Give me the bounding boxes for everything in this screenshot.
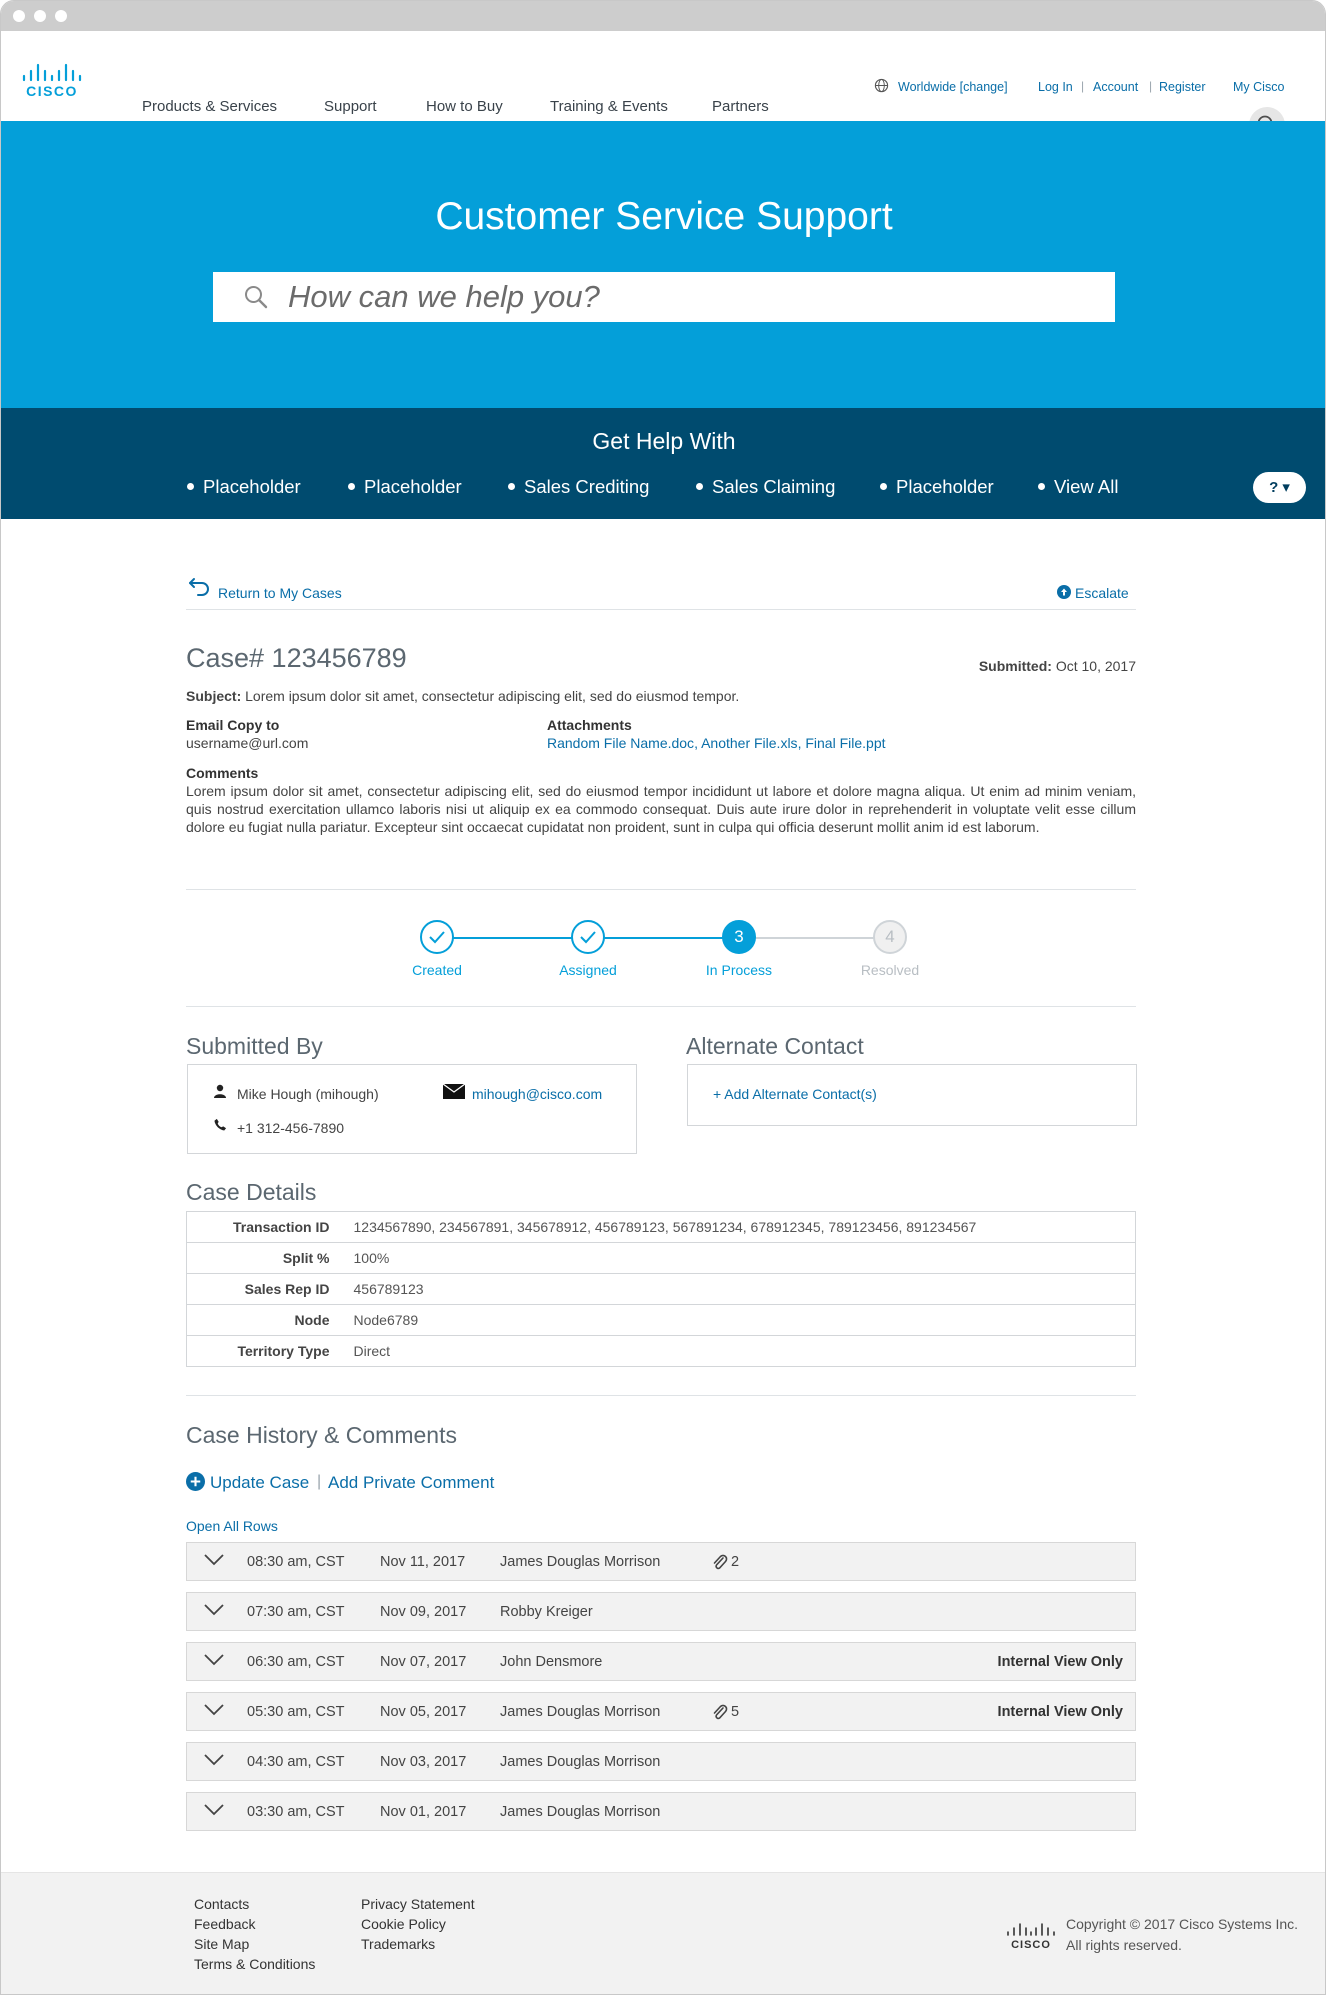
chevron-down-icon[interactable] <box>203 1752 225 1766</box>
step-resolved-circle: 4 <box>873 920 907 954</box>
detail-value: Node6789 <box>342 1305 1136 1336</box>
cisco-footer-logo <box>1006 1919 1056 1951</box>
search-icon <box>243 284 269 310</box>
history-author: James Douglas Morrison <box>500 1704 661 1720</box>
open-all-rows-link[interactable]: Open All Rows <box>186 1518 278 1534</box>
nav-support[interactable]: Support <box>324 98 377 115</box>
history-author: James Douglas Morrison <box>500 1754 661 1770</box>
history-time: 03:30 am, CST <box>247 1804 345 1820</box>
subject-value: Lorem ipsum dolor sit amet, consectetur adipiscing elit, sed do eiusmod tempor. <box>245 688 740 704</box>
chevron-down-icon[interactable] <box>203 1652 225 1666</box>
separator: | <box>317 1473 322 1490</box>
history-time: 07:30 am, CST <box>247 1604 345 1620</box>
table-row <box>187 1305 1136 1336</box>
register-link[interactable]: Register <box>1159 80 1206 94</box>
progress-line <box>588 937 733 939</box>
window-dot <box>55 10 67 22</box>
help-item-view-all[interactable]: View All <box>1038 476 1118 498</box>
plus-circle-icon <box>186 1472 205 1491</box>
attachment-separator: , <box>694 735 702 751</box>
history-row[interactable] <box>186 1792 1136 1831</box>
detail-value: 1234567890, 234567891, 345678912, 456789123, 567891234, 678912345, 789123456, 891234567 <box>342 1212 1136 1243</box>
chevron-down-icon[interactable] <box>203 1602 225 1616</box>
footer-terms-link[interactable]: Terms & Conditions <box>194 1956 316 1972</box>
history-date: Nov 03, 2017 <box>380 1754 467 1770</box>
history-date: Nov 09, 2017 <box>380 1604 467 1620</box>
globe-icon <box>874 78 889 93</box>
submitted-value: Oct 10, 2017 <box>1055 658 1136 674</box>
history-author: Robby Kreiger <box>500 1604 593 1620</box>
comments-text: Lorem ipsum dolor sit amet, consectetur adipiscing elit, sed do eiusmod tempor incididunt ut labore et dolore magna aliqua. Ut enim ad minim veniam, quis nostrud exercitation ullamco laboris nisi ut aliquip ex ea commodo consequat. Duis aute irure dolor in reprehenderit in voluptate velit esse cillum dolore eu fugiat nulla pariatur. Excepteur sint occaecat cupidatat non proident, sunt in culpa qui officia deserunt mollit anim id est laborum. <box>186 783 1136 835</box>
divider <box>186 1006 1136 1007</box>
hero-search-box[interactable] <box>213 272 1115 322</box>
support-search-input[interactable] <box>288 276 1088 318</box>
detail-key: Sales Rep ID <box>187 1274 342 1305</box>
update-case-link[interactable]: Update Case <box>210 1473 310 1492</box>
envelope-icon <box>443 1084 465 1099</box>
attachment-separator: , <box>797 735 806 751</box>
attachment-link[interactable]: Another File.xls <box>701 735 798 751</box>
history-date: Nov 11, 2017 <box>380 1554 466 1570</box>
help-item-sales-crediting[interactable]: Sales Crediting <box>508 476 649 498</box>
history-row[interactable] <box>186 1592 1136 1631</box>
svg-text:CISCO: CISCO <box>1011 1939 1051 1951</box>
paperclip-icon <box>712 1704 728 1722</box>
case-number: Case# 123456789 <box>186 643 407 673</box>
help-title: Get Help With <box>592 428 736 454</box>
separator: | <box>1149 79 1153 93</box>
footer-contacts-link[interactable]: Contacts <box>194 1896 250 1912</box>
attachment-link[interactable]: Random File Name.doc <box>547 735 695 751</box>
email-copy-value: username@url.com <box>186 735 309 751</box>
history-attachment-count: 5 <box>731 1704 740 1720</box>
help-item-sales-claiming[interactable]: Sales Claiming <box>696 476 835 498</box>
step-assigned-circle <box>571 920 605 954</box>
history-date: Nov 01, 2017 <box>380 1804 467 1820</box>
login-link[interactable]: Log In <box>1038 80 1073 94</box>
footer-feedback-link[interactable]: Feedback <box>194 1916 256 1932</box>
attachments-label: Attachments <box>547 717 632 733</box>
history-date: Nov 07, 2017 <box>380 1654 467 1670</box>
subject-label: Subject: <box>186 688 242 704</box>
alternate-contact-box <box>687 1064 1137 1126</box>
check-icon <box>573 922 603 952</box>
detail-value: Direct <box>342 1336 1136 1367</box>
account-link[interactable]: Account <box>1093 80 1139 94</box>
detail-value: 100% <box>342 1243 1136 1274</box>
step-assigned-label: Assigned <box>559 962 617 978</box>
table-row <box>187 1243 1136 1274</box>
submitted-date <box>979 658 1136 674</box>
footer-site-map-link[interactable]: Site Map <box>194 1936 250 1952</box>
detail-key: Split % <box>187 1243 342 1274</box>
cisco-logo[interactable] <box>21 59 85 99</box>
step-in-process-circle: 3 <box>722 920 756 954</box>
case-history-title: Case History & Comments <box>186 1422 457 1448</box>
history-author: James Douglas Morrison <box>500 1554 661 1570</box>
help-item-placeholder[interactable]: Placeholder <box>187 476 301 498</box>
history-attachment-count: 2 <box>731 1554 740 1570</box>
submitted-by-box <box>187 1064 637 1154</box>
history-date: Nov 05, 2017 <box>380 1704 467 1720</box>
case-details-table <box>186 1211 1136 1367</box>
return-arrow-icon <box>188 576 212 596</box>
separator: | <box>1081 79 1085 93</box>
rights-text: All rights reserved. <box>1066 1937 1182 1953</box>
nav-products-services[interactable]: Products & Services <box>142 98 278 115</box>
hero-title: Customer Service Support <box>435 195 893 238</box>
add-private-comment-link[interactable]: Add Private Comment <box>328 1473 495 1492</box>
history-row[interactable] <box>186 1692 1136 1731</box>
progress-line <box>437 937 582 939</box>
divider <box>186 889 1136 890</box>
step-created-label: Created <box>412 962 462 978</box>
case-details-title: Case Details <box>186 1179 317 1205</box>
top-navigation <box>1 31 1325 121</box>
history-row[interactable] <box>186 1642 1136 1681</box>
history-time: 05:30 am, CST <box>247 1704 345 1720</box>
comments-label: Comments <box>186 765 259 781</box>
step-resolved-label: Resolved <box>860 962 920 978</box>
divider <box>186 1395 1136 1396</box>
table-row <box>187 1274 1136 1305</box>
history-row[interactable] <box>186 1542 1136 1581</box>
svg-text:CISCO: CISCO <box>26 83 78 99</box>
submitter-name: Mike Hough (mihough) <box>237 1086 379 1102</box>
footer-trademarks-link[interactable]: Trademarks <box>361 1936 436 1952</box>
nav-training-events[interactable]: Training & Events <box>550 98 668 115</box>
worldwide-link[interactable]: Worldwide [change] <box>898 80 1008 94</box>
help-item-placeholder[interactable]: Placeholder <box>348 476 462 498</box>
help-with-bar <box>1 408 1326 519</box>
footer-privacy-link[interactable]: Privacy Statement <box>361 1896 475 1912</box>
submitter-phone: +1 312-456-7890 <box>237 1120 345 1136</box>
chevron-down-icon[interactable] <box>203 1802 225 1816</box>
nav-partners[interactable]: Partners <box>712 98 769 115</box>
subject <box>186 688 739 704</box>
history-time: 08:30 am, CST <box>247 1554 345 1570</box>
detail-key: Node <box>187 1305 342 1336</box>
add-alternate-contact-link[interactable]: + Add Alternate Contact(s) <box>713 1086 877 1102</box>
history-time: 04:30 am, CST <box>247 1754 345 1770</box>
attachments-list <box>547 735 886 751</box>
history-author: John Densmore <box>500 1654 603 1670</box>
escalate-link[interactable]: Escalate <box>1075 585 1129 601</box>
chevron-down-icon[interactable] <box>203 1702 225 1716</box>
submitter-email-link[interactable]: mihough@cisco.com <box>472 1086 603 1102</box>
help-item-placeholder[interactable]: Placeholder <box>880 476 994 498</box>
help-dropdown-button[interactable]: ? ▾ <box>1253 472 1306 503</box>
detail-value: 456789123 <box>342 1274 1136 1305</box>
submitted-by-title: Submitted By <box>186 1033 323 1059</box>
check-icon <box>422 922 452 952</box>
internal-view-only-badge: Internal View Only <box>997 1654 1123 1670</box>
internal-view-only-badge: Internal View Only <box>997 1704 1123 1720</box>
escalate-icon <box>1057 585 1071 599</box>
table-row <box>187 1212 1136 1243</box>
footer <box>1 1872 1326 1995</box>
window-dot <box>13 10 25 22</box>
case-progress-tracker <box>186 919 1136 989</box>
progress-line <box>739 937 884 939</box>
copyright-text: Copyright © 2017 Cisco Systems Inc. <box>1066 1916 1299 1932</box>
chevron-down-icon[interactable] <box>203 1552 225 1566</box>
nav-how-to-buy[interactable]: How to Buy <box>426 98 503 115</box>
detail-key: Territory Type <box>187 1336 342 1367</box>
alternate-contact-title: Alternate Contact <box>686 1033 864 1059</box>
hero-banner <box>1 121 1326 408</box>
submitted-label: Submitted: <box>978 658 1052 674</box>
step-created-circle <box>420 920 454 954</box>
history-author: James Douglas Morrison <box>500 1804 661 1820</box>
window-chrome <box>1 1 1325 31</box>
footer-cookie-link[interactable]: Cookie Policy <box>361 1916 446 1932</box>
email-copy-label: Email Copy to <box>186 717 280 733</box>
window-dot <box>34 10 46 22</box>
attachment-link[interactable]: Final File.ppt <box>805 735 886 751</box>
step-in-process-label: In Process <box>705 962 773 978</box>
detail-key: Transaction ID <box>187 1212 342 1243</box>
return-to-my-cases-link[interactable]: Return to My Cases <box>218 585 342 601</box>
divider <box>186 609 1136 610</box>
paperclip-icon <box>712 1554 728 1572</box>
person-icon <box>213 1084 227 1098</box>
history-time: 06:30 am, CST <box>247 1654 345 1670</box>
phone-icon <box>214 1118 227 1131</box>
table-row <box>187 1336 1136 1367</box>
history-row[interactable] <box>186 1742 1136 1781</box>
my-cisco-link[interactable]: My Cisco <box>1233 80 1285 94</box>
